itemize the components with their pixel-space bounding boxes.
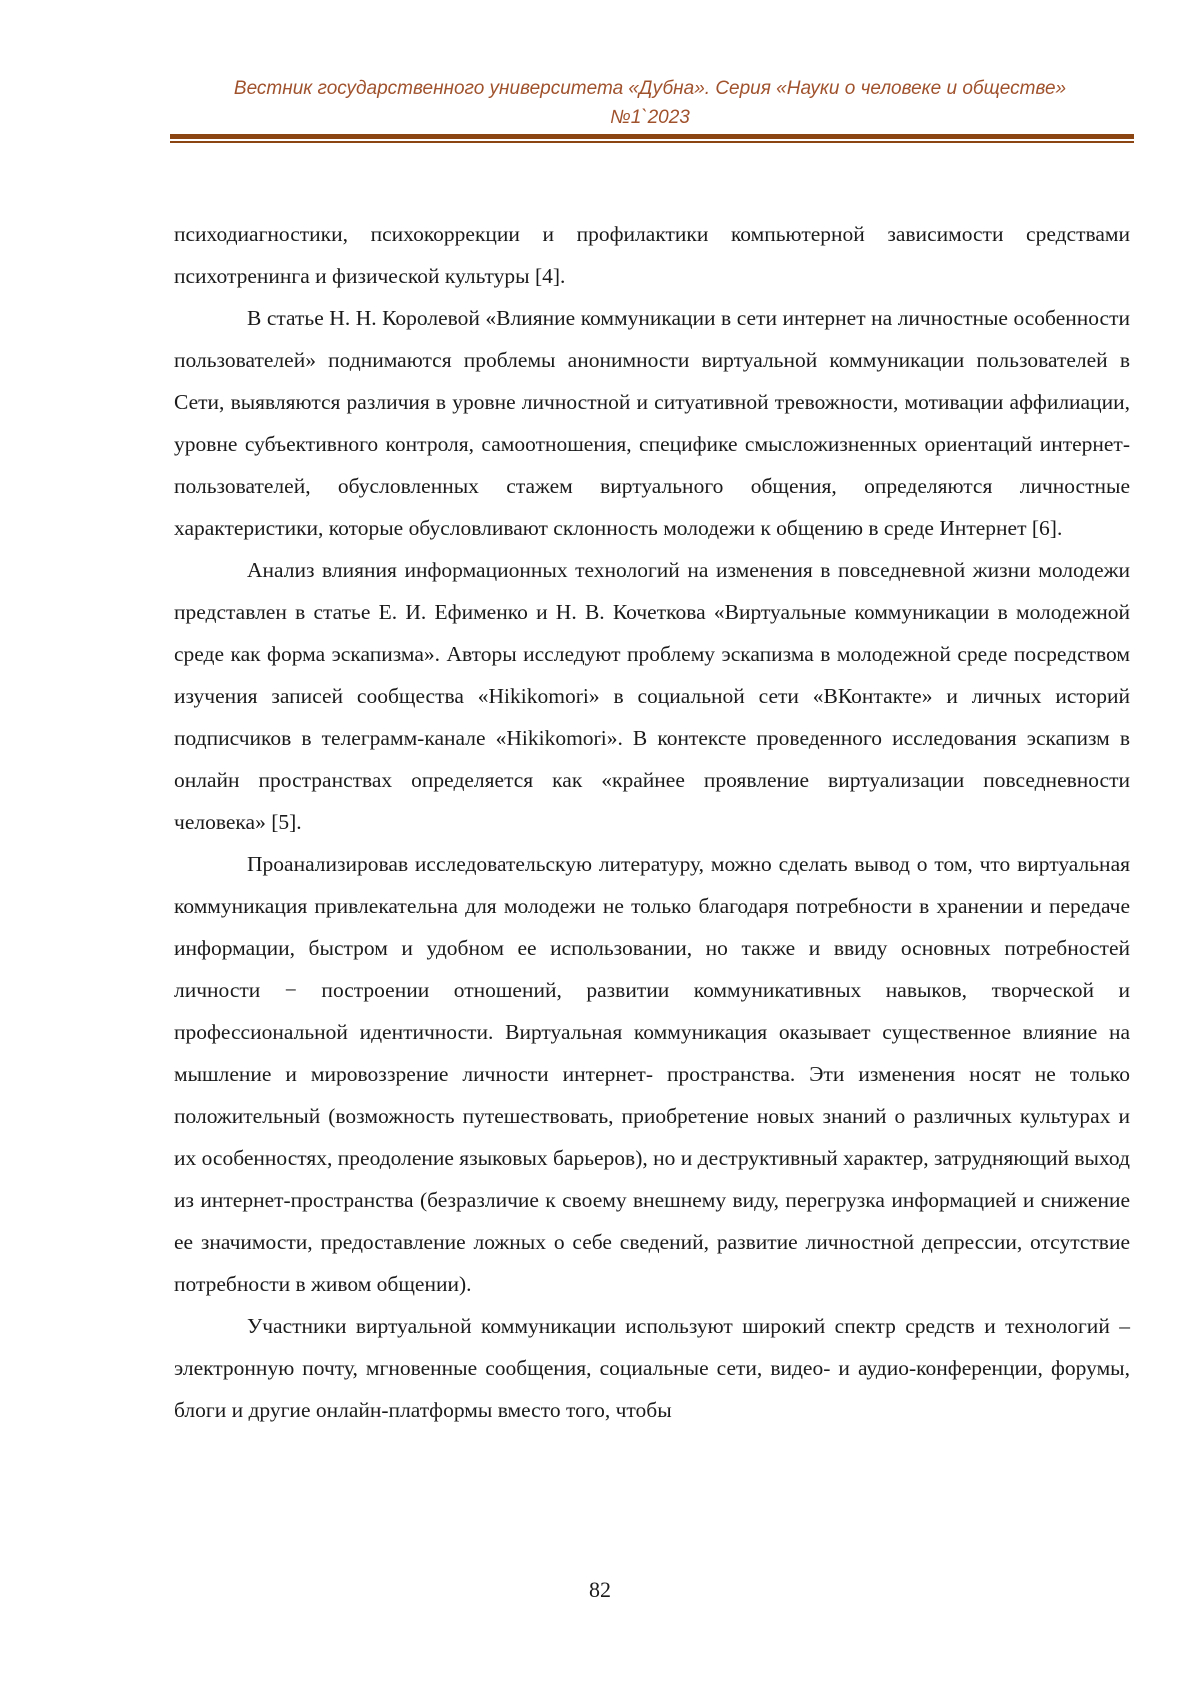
journal-title: Вестник государственного университета «Дубна». Серия «Науки о человеке и обществе» <box>233 78 1067 99</box>
article-body <box>174 213 1130 1431</box>
paragraph: Проанализировав исследовательскую литературу, можно сделать вывод о том, что виртуальная коммуникация привлекательна для молодежи не только благодаря потребности в хранении и передаче информации, быстром и удобном ее использовании, но также и ввиду основных потребностей личности − построении отношений, развитии коммуникативных навыков, творческой и профессиональной идентичности. Виртуальная коммуникация оказывает существенное влияние на мышление и мировоззрение личности интернет- пространства. Эти изменения носят не только положительный (возможность путешествовать, приобретение новых знаний о различных культурах и их особенностях, преодоление языковых барьеров), но и деструктивный характер, затрудняющий выход из интернет-пространства (безразличие к своему внешнему виду, перегрузка информацией и снижение ее значимости, предоставление ложных о себе сведений, развитие личностной депрессии, отсутствие потребности в живом общении). <box>174 852 1130 1296</box>
header-divider-thin <box>170 141 1134 143</box>
paragraph-continuation: психодиагностики, психокоррекции и профилактики компьютерной зависимости средствами психотренинга и физической культуры [4]. <box>174 222 1130 288</box>
issue-number: №1`2023 <box>610 107 690 128</box>
header-divider-thick <box>170 134 1134 139</box>
page-number: 82 <box>589 1577 611 1602</box>
paragraph: Анализ влияния информационных технологий на изменения в повседневной жизни молодежи представлен в статье Е. И. Ефименко и Н. В. Кочеткова «Виртуальные коммуникации в молодежной среде как форма эскапизма». Авторы исследуют проблему эскапизма в молодежной среде посредством изучения записей сообщества «Hikikomori» в социальной сети «ВКонтакте» и личных историй подписчиков в телеграмм-канале «Hikikomori». В контексте проведенного исследования эскапизм в онлайн пространствах определяется как «крайнее проявление виртуализации повседневности человека» [5]. <box>174 558 1130 834</box>
paragraph: В статье Н. Н. Королевой «Влияние коммуникации в сети интернет на личностные особенности пользователей» поднимаются проблемы анонимности виртуальной коммуникации пользователей в Сети, выявляются различия в уровне личностной и ситуативной тревожности, мотивации аффилиации, уровне субъективного контроля, самоотношения, специфике смысложизненных ориентаций интернет-пользователей, обусловленных стажем виртуального общения, определяются личностные характеристики, которые обусловливают склонность молодежи к общению в среде Интернет [6]. <box>174 306 1130 540</box>
paragraph: Участники виртуальной коммуникации используют широкий спектр средств и технологий – электронную почту, мгновенные сообщения, социальные сети, видео- и аудио-конференции, форумы, блоги и другие онлайн-платформы вместо того, чтобы <box>174 1314 1130 1422</box>
running-header <box>170 74 1130 132</box>
